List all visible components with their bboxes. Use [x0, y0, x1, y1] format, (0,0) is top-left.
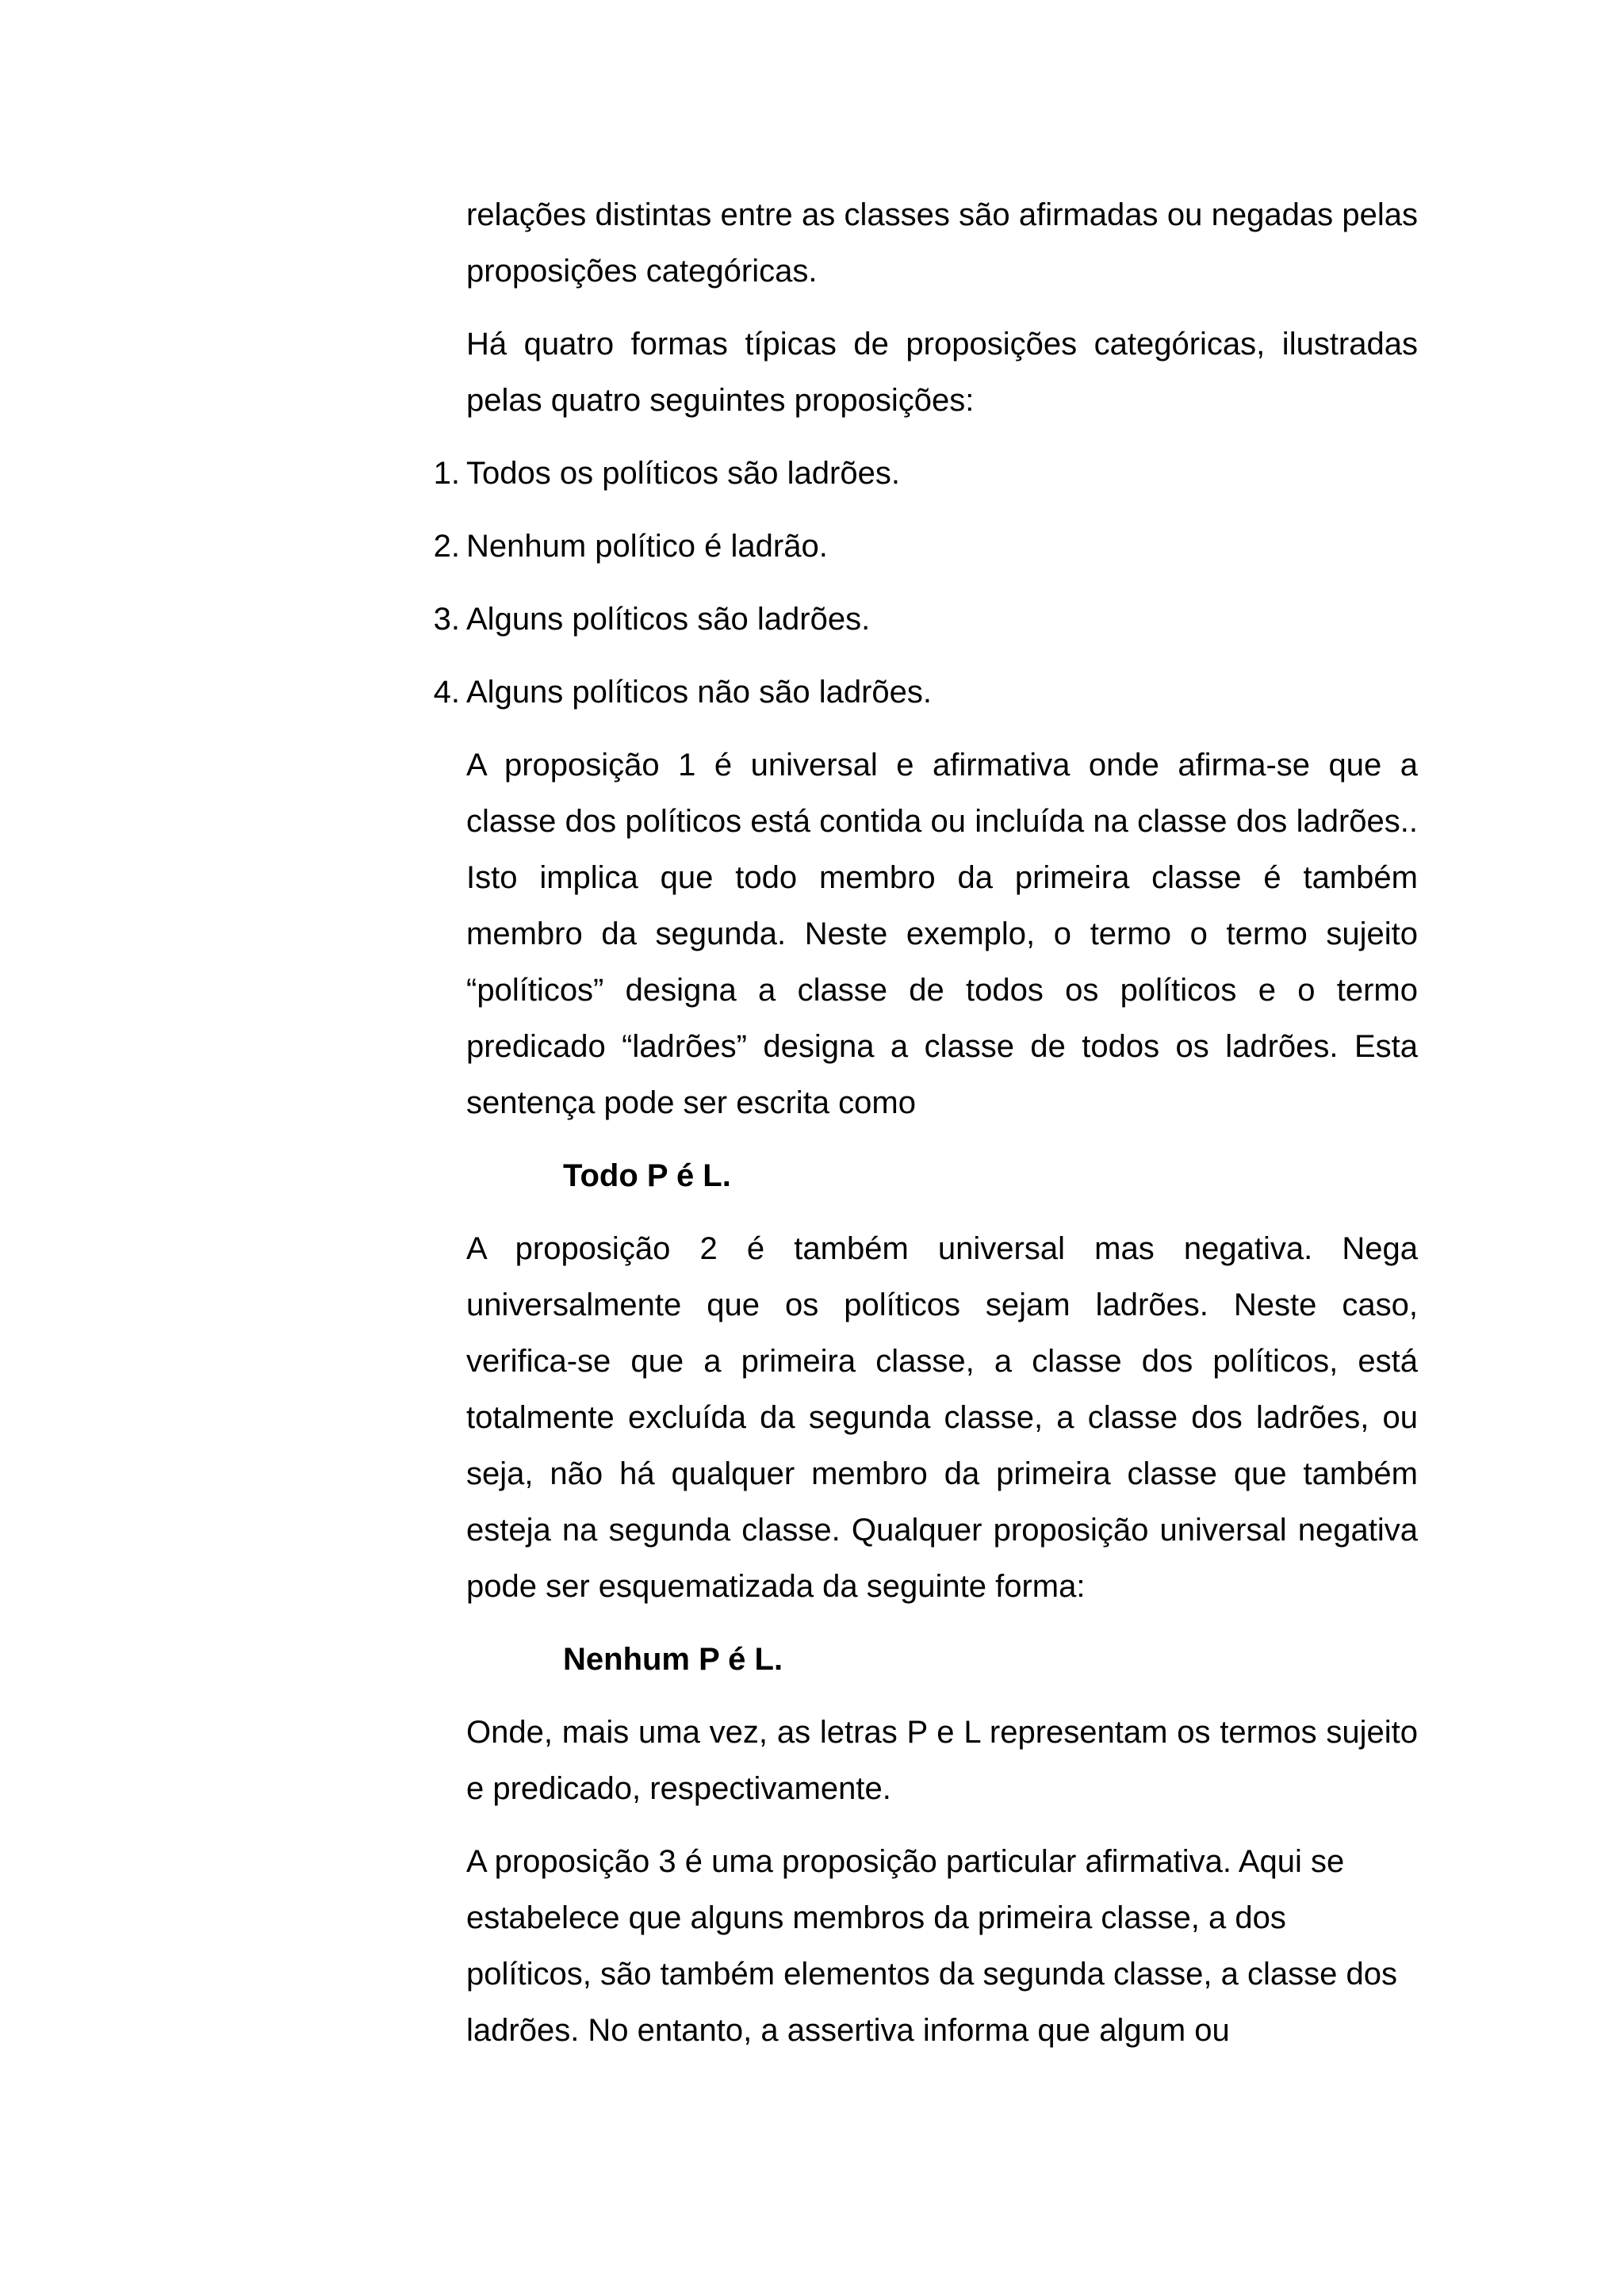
list-item: [433, 446, 1418, 502]
list-number: 1.: [433, 456, 460, 491]
list-number: 4.: [433, 675, 460, 710]
list-number: 3.: [433, 602, 460, 637]
formula-universal-affirmative: Todo P é L.: [563, 1158, 731, 1193]
list-item: [433, 664, 1418, 721]
formula-universal-negative: Nenhum P é L.: [563, 1642, 783, 1677]
paragraph-proposition-1: A proposição 1 é universal e afirmativa onde afirma-se que a classe dos políticos está contida ou incluída na classe dos ladrões.. Isto implica que todo membro da primeira classe é também membro da segunda. Neste exemplo, o termo o termo sujeito “políticos” designa a classe de todos os políticos e o termo predicado “ladrões” designa a classe de todos os ladrões. Esta sentença pode ser escrita como: [466, 748, 1418, 1120]
list-item: [433, 519, 1418, 575]
list-item-text: Todos os políticos são ladrões.: [466, 456, 900, 491]
list-number: 2.: [433, 529, 460, 564]
paragraph-proposition-2: A proposição 2 é também universal mas negativa. Nega universalmente que os políticos sejam ladrões. Neste caso, verifica-se que a primeira classe, a classe dos políticos, está totalmente excluída da segunda classe, a classe dos ladrões, ou seja, não há qualquer membro da primeira classe que também esteja na segunda classe. Qualquer proposição universal negativa pode ser esquematizada da seguinte forma:: [466, 1231, 1418, 1604]
paragraph-four-forms: Há quatro formas típicas de proposições categóricas, ilustradas pelas quatro seguintes proposições:: [466, 327, 1418, 418]
list-item-text: Alguns políticos são ladrões.: [466, 602, 871, 637]
paragraph-proposition-3: A proposição 3 é uma proposição particular afirmativa. Aqui se estabelece que alguns membros da primeira classe, a dos políticos, são também elementos da segunda classe, a classe dos ladrões. No entanto, a assertiva informa que algum ou: [466, 1844, 1397, 2048]
paragraph-letters: Onde, mais uma vez, as letras P e L representam os termos sujeito e predicado, respectivamente.: [466, 1715, 1418, 1806]
paragraph-classes-relations: relações distintas entre as classes são afirmadas ou negadas pelas proposições categóricas.: [466, 197, 1418, 289]
text-column: [433, 187, 1418, 2076]
propositions-list: [433, 446, 1418, 721]
list-item-text: Alguns políticos não são ladrões.: [466, 675, 933, 710]
list-item-text: Nenhum político é ladrão.: [466, 529, 828, 564]
list-item: [433, 591, 1418, 648]
